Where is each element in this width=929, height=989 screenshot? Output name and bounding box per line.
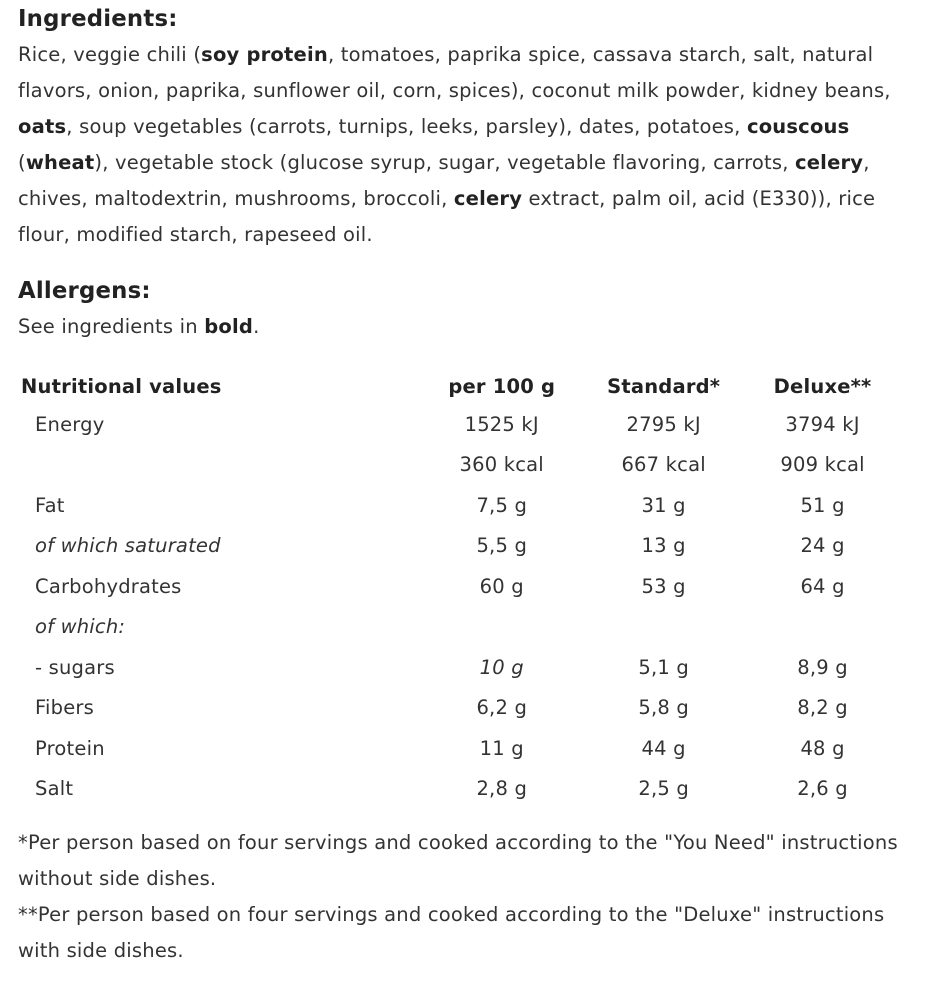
table-row — [18, 647, 898, 688]
allergens-text-before: See ingredients in — [18, 315, 205, 338]
ingredients-text — [18, 37, 911, 253]
ingredients-title: Ingredients: — [18, 6, 178, 32]
value-per-100g — [423, 607, 580, 648]
value-per-100g: 11 g — [479, 736, 524, 760]
ingredients-part: ( — [18, 151, 26, 174]
value-per-100g: 2,8 g — [476, 777, 528, 801]
allergen-wheat: wheat — [25, 151, 95, 174]
allergens-text-bold: bold — [204, 315, 254, 338]
allergen-couscous: couscous — [746, 115, 850, 138]
value-standard: 2,5 g — [638, 777, 689, 801]
table-row — [18, 445, 898, 486]
allergen-soy: soy protein — [201, 43, 328, 66]
value-deluxe: 51 g — [800, 493, 845, 517]
nutrition-table — [18, 368, 898, 809]
nutrient-name: Salt — [35, 777, 74, 801]
nutrient-name: - sugars — [35, 655, 115, 679]
header-deluxe: Deluxe** — [773, 374, 872, 398]
nutrition-body — [18, 404, 898, 809]
value-deluxe: 24 g — [800, 534, 845, 558]
nutrient-name: Carbohydrates — [35, 574, 182, 598]
ingredients-part: , tomatoes, paprika spice, cassava starch, salt, natural flavors, onion, paprika, sunflower oil, corn, spices), coconut milk powder, kidney beans, — [18, 43, 891, 102]
ingredients-part: extract, palm oil, acid (E330)), rice flour, modified starch, rapeseed oil. — [18, 187, 876, 246]
value-deluxe: 8,9 g — [797, 655, 848, 679]
table-row — [18, 485, 898, 526]
nutrient-name — [18, 445, 423, 486]
ingredients-part: Rice, veggie chili ( — [18, 43, 202, 66]
nutrient-name: Fibers — [35, 696, 94, 720]
allergens-text — [18, 309, 911, 345]
value-per-100g: 1525 kJ — [464, 412, 539, 436]
value-standard — [580, 607, 747, 648]
value-deluxe: 64 g — [800, 574, 845, 598]
value-standard: 5,1 g — [638, 655, 689, 679]
nutrient-name: of which saturated — [35, 534, 221, 558]
nutrient-name: Energy — [35, 412, 105, 436]
value-deluxe: 3794 kJ — [785, 412, 860, 436]
value-standard: 44 g — [641, 736, 686, 760]
value-standard: 667 kcal — [621, 453, 706, 477]
header-standard: Standard* — [607, 374, 721, 398]
allergen-celery: celery — [795, 151, 864, 174]
table-row — [18, 728, 898, 769]
value-per-100g: 360 kcal — [459, 453, 544, 477]
value-deluxe: 8,2 g — [797, 696, 848, 720]
value-deluxe: 48 g — [800, 736, 845, 760]
nutrient-name: Protein — [35, 736, 105, 760]
allergen-oats: oats — [18, 115, 67, 138]
value-deluxe: 909 kcal — [780, 453, 865, 477]
ingredients-part: , chives, maltodextrin, mushrooms, broccoli, — [18, 151, 870, 210]
value-deluxe: 2,6 g — [797, 777, 848, 801]
value-per-100g: 6,2 g — [476, 696, 528, 720]
value-standard: 5,8 g — [638, 696, 689, 720]
table-row — [18, 688, 898, 729]
table-row — [18, 404, 898, 445]
value-per-100g: 7,5 g — [476, 493, 528, 517]
header-nutritional-values: Nutritional values — [21, 374, 222, 398]
value-deluxe — [747, 607, 898, 648]
nutrient-name: of which: — [35, 615, 126, 639]
allergens-section — [18, 273, 911, 345]
header-per-100g: per 100 g — [448, 374, 556, 398]
ingredients-part: , soup vegetables (carrots, turnips, leeks, parsley), dates, potatoes, — [66, 115, 747, 138]
footnote-deluxe: **Per person based on four servings and cooked according to the "Deluxe" instructions with side dishes. — [18, 903, 885, 962]
allergens-title: Allergens: — [18, 278, 151, 304]
value-standard: 2795 kJ — [626, 412, 701, 436]
table-row — [18, 566, 898, 607]
value-standard: 31 g — [641, 493, 686, 517]
value-per-100g: 60 g — [479, 574, 524, 598]
table-row — [18, 769, 898, 810]
value-standard: 13 g — [641, 534, 686, 558]
table-row — [18, 607, 898, 648]
nutrient-name: Fat — [35, 493, 65, 517]
allergen-celery: celery — [453, 187, 523, 210]
table-row — [18, 526, 898, 567]
value-per-100g: 5,5 g — [476, 534, 528, 558]
footnote-standard: *Per person based on four servings and cooked according to the "You Need" instructions without side dishes. — [18, 831, 898, 890]
footnotes — [18, 825, 911, 969]
allergens-text-after: . — [253, 315, 260, 338]
value-per-100g: 10 g — [479, 655, 524, 679]
ingredients-part: ), vegetable stock (glucose syrup, sugar, vegetable flavoring, carrots, — [94, 151, 795, 174]
value-standard: 53 g — [641, 574, 686, 598]
nutrition-header-row — [18, 368, 898, 404]
